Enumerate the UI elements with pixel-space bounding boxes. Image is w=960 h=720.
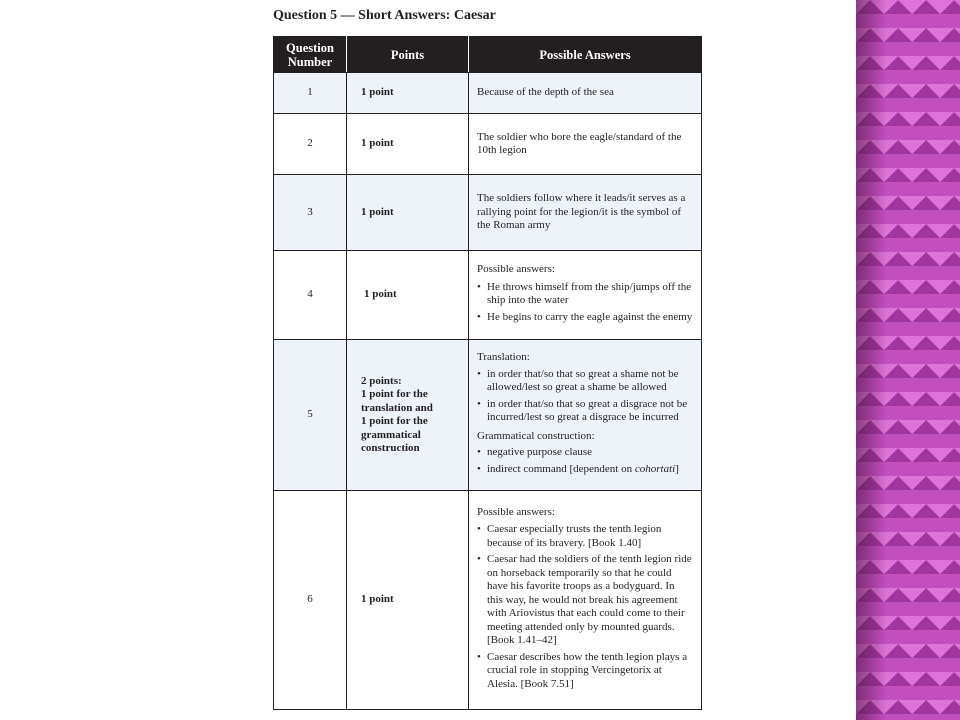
table-row-2 xyxy=(274,114,702,175)
table-header-row xyxy=(274,37,702,73)
question-number: 6 xyxy=(274,491,347,710)
answer-cell: Because of the depth of the sea xyxy=(469,73,702,114)
question-number: 5 xyxy=(274,340,347,491)
grammar-heading: Grammatical construction: xyxy=(477,429,595,442)
table-row-1 xyxy=(274,73,702,114)
points-line: 1 point for the xyxy=(361,388,428,400)
translation-heading: Translation: xyxy=(477,351,530,363)
answer-bullet: • in order that/so that so great a disgrace not be incurred/lest so great a disgrace be incurred xyxy=(477,398,693,425)
answer-bullet: • negative purpose clause xyxy=(477,446,693,460)
decorative-side-band xyxy=(856,0,960,720)
answer-table xyxy=(273,36,702,710)
answer-bullet: • Caesar had the soldiers of the tenth legion ride on horseback temporarily so that he could have his favorite troops as a bodyguard. In this way, he would not break his agreement with Ariovistus that each could come to their meeting attended only by mounted guards. [Book 1.41–42] xyxy=(477,553,693,648)
points-line: grammatical xyxy=(361,428,421,441)
page-title: Question 5 — Short Answers: Caesar xyxy=(273,8,496,23)
answer-list xyxy=(477,281,693,325)
answer-cell: The soldiers follow where it leads/it serves as a rallying point for the legion/it is the symbol of the Roman army xyxy=(469,175,702,251)
points-cell: 1 point xyxy=(347,114,469,175)
points-cell: 1 point xyxy=(347,175,469,251)
answer-cell xyxy=(469,340,702,491)
bullet-text-close: ] xyxy=(675,462,679,475)
answer-list xyxy=(477,523,693,691)
question-number: 2 xyxy=(274,114,347,175)
points-line: 1 point for the xyxy=(361,415,428,427)
grammar-list xyxy=(477,446,693,476)
answer-table-container xyxy=(273,36,701,710)
header-possible-answers: Possible Answers xyxy=(469,37,702,73)
question-number: 1 xyxy=(274,73,347,114)
answer-bullet: • Caesar describes how the tenth legion plays a crucial role in stopping Vercingetorix at Alesia. [Book 7.51] xyxy=(477,651,693,692)
points-line: construction xyxy=(361,442,420,454)
table-row-6 xyxy=(274,491,702,710)
answer-cell xyxy=(469,491,702,710)
translation-list xyxy=(477,368,693,425)
answer-cell xyxy=(469,251,702,340)
answer-bullet: • in order that/so that so great a shame not be allowed/lest so great a shame be allowed xyxy=(477,368,693,395)
answer-bullet: • He begins to carry the eagle against the enemy xyxy=(477,311,693,325)
header-points: Points xyxy=(347,37,469,73)
points-cell: 1 point xyxy=(347,251,469,340)
points-cell: 1 point xyxy=(347,491,469,710)
answer-lead: Possible answers: xyxy=(477,263,555,275)
question-number: 3 xyxy=(274,175,347,251)
answer-bullet: • He throws himself from the ship/jumps off the ship into the water xyxy=(477,281,693,308)
points-cell xyxy=(347,340,469,491)
answer-cell: The soldier who bore the eagle/standard of the 10th legion xyxy=(469,114,702,175)
bullet-text: indirect command [dependent on xyxy=(487,462,635,475)
points-line: translation and xyxy=(361,401,433,414)
answer-bullet xyxy=(477,463,693,477)
table-row-3 xyxy=(274,175,702,251)
answer-lead: Possible answers: xyxy=(477,505,555,518)
table-row-4 xyxy=(274,251,702,340)
points-line: 2 points: xyxy=(361,374,402,387)
answer-bullet: • Caesar especially trusts the tenth legion because of its bravery. [Book 1.40] xyxy=(477,523,693,550)
question-number: 4 xyxy=(274,251,347,340)
header-question-number: Question Number xyxy=(274,37,347,73)
italic-term: cohortati xyxy=(634,462,676,475)
points-cell: 1 point xyxy=(347,73,469,114)
table-row-5 xyxy=(274,340,702,491)
